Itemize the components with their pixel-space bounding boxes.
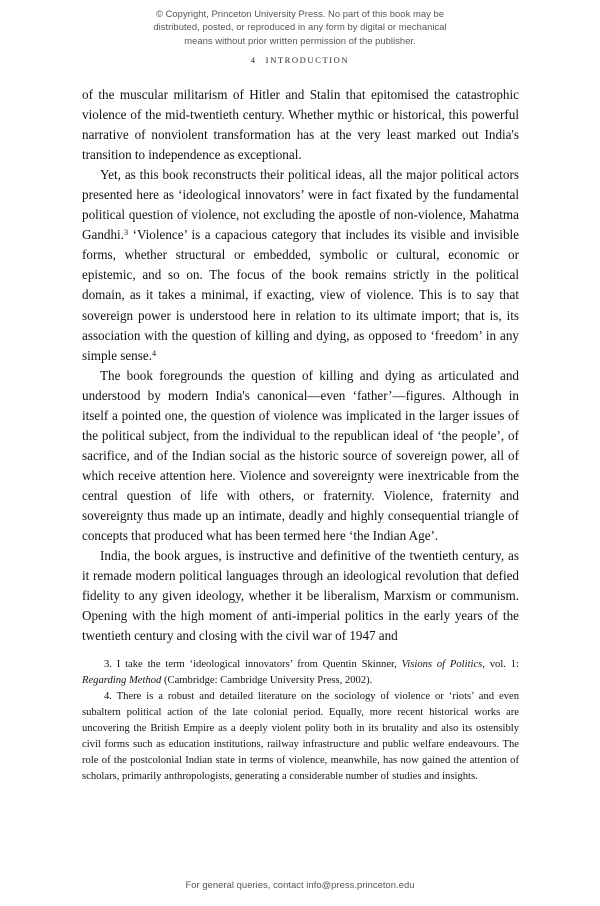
footnote-text: , vol. 1: <box>482 659 519 670</box>
footnotes-block <box>82 657 519 785</box>
footnote-number: 3. <box>104 659 112 670</box>
page-number: 4 <box>250 55 257 65</box>
footnote-number: 4. <box>104 691 112 702</box>
paragraph-text: India, the book argues, is instructive and definitive of the twentieth century, as it remade modern political languages through an ideological revolution that defied fidelity to any given ideology, whether it be liberalism, Marxism or communism. Opening with the high moment of anti-imperial politics in the early years of the twentieth century and closing with the civil war of 1947 and <box>82 548 519 644</box>
copyright-notice-line-2: distributed, posted, or reproduced in any form by digital or mechanical <box>153 21 447 33</box>
footnote-4 <box>82 689 519 785</box>
footnote-3 <box>82 657 519 689</box>
paragraph-yet <box>82 165 519 365</box>
body-text <box>82 85 519 646</box>
paragraph-continued <box>82 85 519 165</box>
footnote-text: (Cambridge: Cambridge University Press, 2002). <box>161 675 373 686</box>
paragraph-text: The book foregrounds the question of killing and dying as articulated and understood by modern India's canonical—even ‘father’—figures. Although in itself a pointed one, the question of violence was implicated in the larger issues of the political subject, from the individual to the republican ideal of ‘the people’, of sacrifice, and of the Indian social as the historic source of sovereign power, all of which receive attention here. Violence and sovereignty were inextricable from the central question of life with others, or fraternity. Violence, fraternity and sovereignty thus made up an intimate, deadly and highly consequential triangle of concepts that produced what has been termed here ‘the Indian Age’. <box>82 367 519 544</box>
paragraph-text-before-note: Yet, as this book reconstructs their political ideas, all the major political actors presented here as ‘ideological innovators’ were in fact fixated by the fundamental political question of violence, not excluding the apostle of non-violence, Mahatma Gandhi. <box>82 167 519 243</box>
footnote-marker-3: 3 <box>123 228 129 238</box>
copyright-notice <box>82 7 518 47</box>
footnote-text: There is a robust and detailed literature on the sociology of violence or ‘riots’ and even subaltern political action of the late colonial period. Equally, more recent historical works are uncovering the British Empire as a deeply violent polity both in its brutality and also its ostensibly civil forms such as education institutions, railway infrastructure and public welfare endeavours. The role of the postcolonial Indian state in terms of violence, meanwhile, has now gained the attention of scholars, primarily anthropologists, generating a considerable number of studies and insights. <box>82 691 519 782</box>
page-footer: For general queries, contact info@press.princeton.edu <box>185 879 415 890</box>
paragraph-book-foregrounds <box>82 366 519 546</box>
copyright-notice-line-3: means without prior written permission of the publisher. <box>184 34 416 46</box>
footnote-title-italic: Visions of Politics <box>401 659 483 670</box>
footnote-title-italic: Regarding Method <box>82 675 162 686</box>
footnote-marker-4: 4 <box>151 348 157 358</box>
footnote-text: I take the term ‘ideological innovators’ from Quentin Skinner, <box>111 659 402 670</box>
running-head-title: INTRODUCTION <box>265 55 350 65</box>
paragraph-text: of the muscular militarism of Hitler and Stalin that epitomised the catastrophic violence of the mid-twentieth century. Whether mythic or historical, this powerful narrative of nonviolent transformation has at the very least marked out India's transition to independence as exceptional. <box>82 87 519 163</box>
paragraph-text-after-note: ‘Violence’ is a capacious category that includes its visible and invisible forms, whether structural or embedded, symbolic or cultural, economic or epistemic, and so on. The focus of the book remains strictly in the political domain, as it takes a minimal, if exacting, view of violence. This is to say that sovereign power is understood here in relation to its ultimate import; that is, its association with the question of killing and dying, as opposed to ‘freedom’ in any simple sense. <box>82 227 519 363</box>
paragraph-india-argues <box>82 546 519 646</box>
copyright-notice-line-1: © Copyright, Princeton University Press. No part of this book may be <box>155 8 445 19</box>
running-head <box>0 55 600 65</box>
